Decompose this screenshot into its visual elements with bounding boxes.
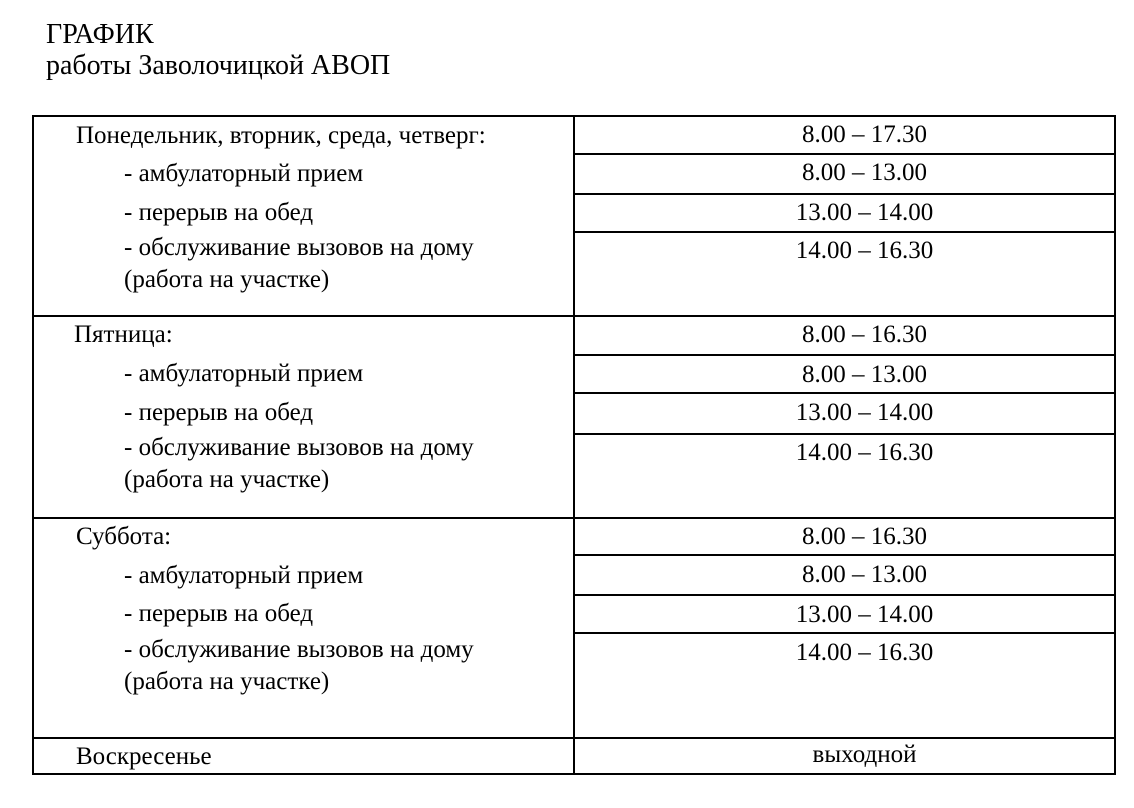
item-label-continued: (работа на участке) bbox=[124, 466, 330, 493]
row-divider bbox=[574, 354, 1114, 356]
row-divider bbox=[574, 153, 1114, 155]
item-label: - амбулаторный прием bbox=[124, 160, 364, 187]
item-label: - перерыв на обед bbox=[124, 399, 314, 426]
day-label-friday: Пятница: bbox=[74, 321, 173, 348]
item-label: - перерыв на обед bbox=[124, 199, 314, 226]
item-label: - амбулаторный прием bbox=[124, 562, 364, 589]
item-label: - перерыв на обед bbox=[124, 600, 314, 627]
row-divider bbox=[574, 632, 1114, 634]
item-label-continued: (работа на участке) bbox=[124, 668, 330, 695]
schedule-table bbox=[32, 115, 1116, 775]
day-off-value: выходной bbox=[812, 741, 917, 768]
document-title: ГРАФИК bbox=[46, 19, 154, 50]
item-time: 8.00 – 13.00 bbox=[802, 561, 927, 588]
item-label: - обслуживание вызовов на дому bbox=[124, 234, 474, 261]
item-time: 13.00 – 14.00 bbox=[795, 199, 934, 226]
item-label: - амбулаторный прием bbox=[124, 360, 364, 387]
day-label-sunday: Воскресенье bbox=[76, 743, 212, 770]
item-time: 13.00 – 14.00 bbox=[795, 601, 934, 628]
item-time: 14.00 – 16.30 bbox=[795, 639, 934, 666]
time-total-mon-thu: 8.00 – 17.30 bbox=[802, 121, 927, 148]
row-divider bbox=[574, 433, 1114, 435]
row-divider bbox=[574, 594, 1114, 596]
item-label-continued: (работа на участке) bbox=[124, 266, 330, 293]
item-time: 13.00 – 14.00 bbox=[795, 399, 934, 426]
item-label: - обслуживание вызовов на дому bbox=[124, 434, 474, 461]
time-total-friday: 8.00 – 16.30 bbox=[802, 321, 927, 348]
item-time: 14.00 – 16.30 bbox=[795, 439, 934, 466]
section-divider-saturday bbox=[34, 517, 1114, 519]
section-divider-friday bbox=[34, 315, 1114, 317]
item-time: 8.00 – 13.00 bbox=[802, 159, 927, 186]
item-time: 14.00 – 16.30 bbox=[795, 237, 934, 264]
day-label-mon-thu: Понедельник, вторник, среда, четверг: bbox=[76, 122, 486, 149]
document-subtitle: работы Заволочицкой АВОП bbox=[46, 50, 391, 81]
day-label-saturday: Суббота: bbox=[76, 523, 172, 550]
time-total-saturday: 8.00 – 16.30 bbox=[802, 523, 927, 550]
row-divider bbox=[574, 231, 1114, 233]
item-time: 8.00 – 13.00 bbox=[802, 361, 927, 388]
row-divider bbox=[574, 392, 1114, 394]
row-divider bbox=[574, 554, 1114, 556]
row-divider bbox=[574, 193, 1114, 195]
item-label: - обслуживание вызовов на дому bbox=[124, 636, 474, 663]
